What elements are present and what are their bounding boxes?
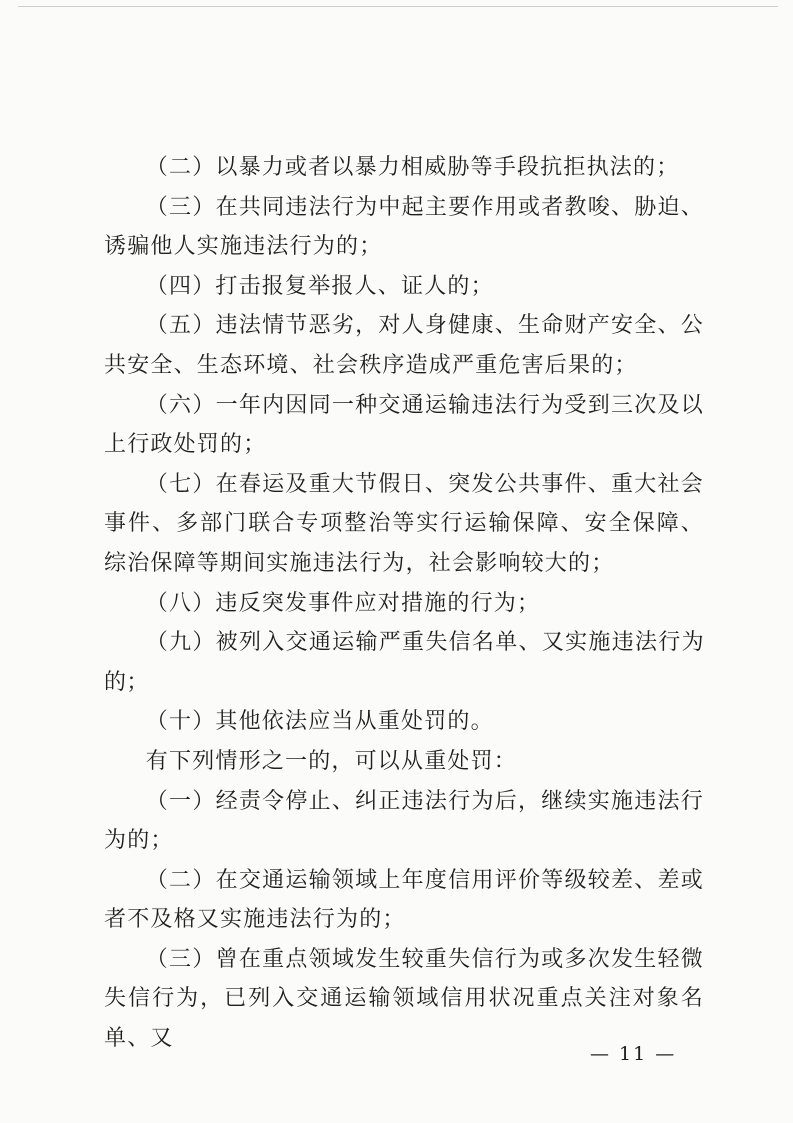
paragraph-item-9: （九）被列入交通运输严重失信名单、又实施违法行为的； — [104, 630, 704, 695]
page-number: — 11 — — [590, 1043, 677, 1065]
paragraph-item-3: （三）在共同违法行为中起主要作用或者教唆、胁迫、诱骗他人实施违法行为的； — [104, 194, 704, 260]
document-body — [104, 148, 704, 1059]
paragraph-item-8: （八）违反突发事件应对措施的行为； — [145, 590, 541, 616]
paragraph-aggravation-intro: 有下列情形之一的，可以从重处罚： — [145, 748, 517, 774]
paragraph-item-5: （五）违法情节恶劣，对人身健康、生命财产安全、公共安全、生态环境、社会秩序造成严重危害后果的； — [104, 313, 704, 378]
paragraph-item-6: （六）一年内因同一种交通运输违法行为受到三次及以上行政处罚的； — [104, 392, 704, 458]
paragraph-item-7: （七）在春运及重大节假日、突发公共事件、重大社会事件、多部门联合专项整治等实行运输保障、安全保障、综治保障等期间实施违法行为，社会影响较大的； — [104, 471, 704, 576]
paragraph-sub-item-2: （二）在交通运输领域上年度信用评价等级较差、差或者不及格又实施违法行为的； — [104, 867, 704, 933]
paragraph-sub-item-1: （一）经责令停止、纠正违法行为后，继续实施违法行为的； — [104, 788, 704, 854]
paragraph-item-10: （十）其他依法应当从重处罚的。 — [145, 709, 494, 735]
top-border-line — [18, 6, 778, 7]
paragraph-sub-item-3: （三）曾在重点领域发生较重失信行为或多次发生轻微失信行为，已列入交通运输领域信用状况重点关注对象名单、又 — [104, 946, 704, 1052]
paragraph-item-2: （二）以暴力或者以暴力相威胁等手段抗拒执法的； — [145, 155, 680, 180]
paragraph-item-4: （四）打击报复举报人、证人的； — [145, 273, 494, 299]
